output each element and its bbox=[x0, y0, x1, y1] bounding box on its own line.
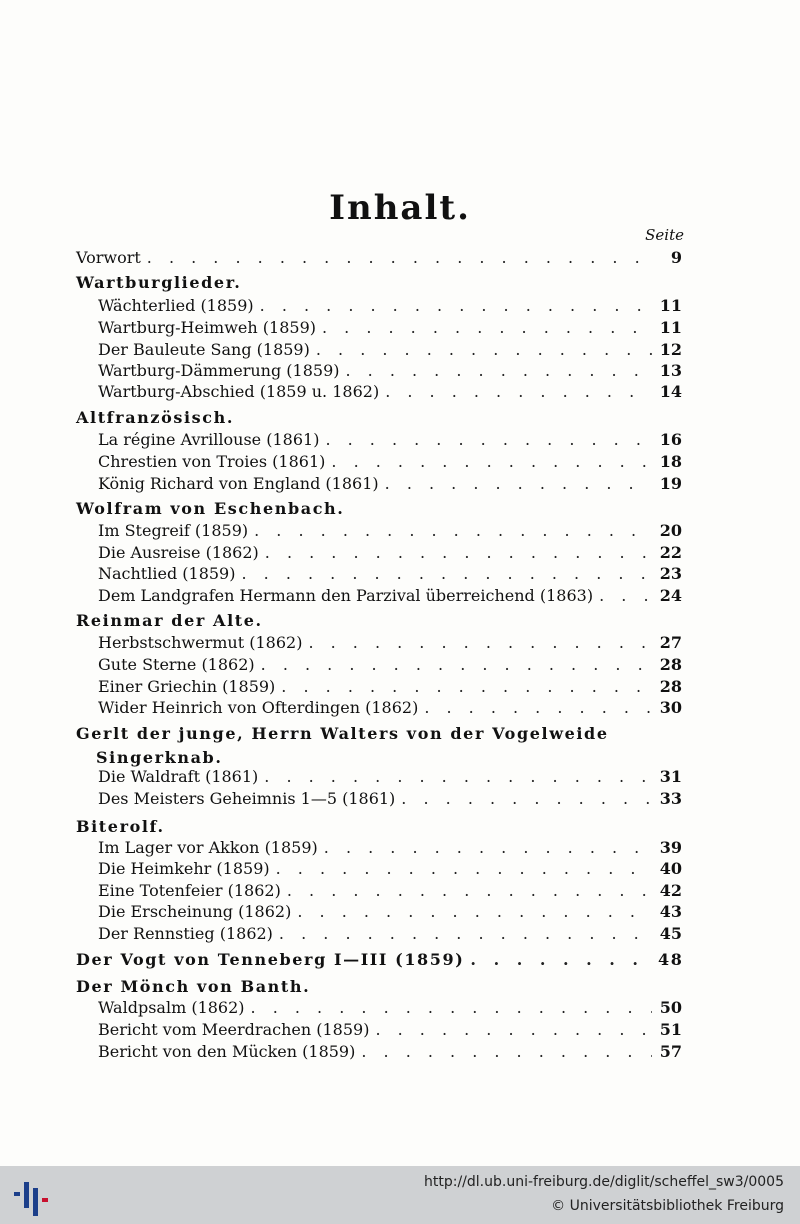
dot-leader bbox=[385, 382, 652, 401]
toc-section-heading bbox=[76, 499, 682, 521]
toc-page-number: 57 bbox=[659, 1042, 682, 1061]
dot-leader bbox=[322, 318, 652, 337]
dot-leader bbox=[345, 361, 652, 380]
toc-entry-title: Biterolf. bbox=[76, 817, 165, 836]
toc-page-number: 50 bbox=[659, 998, 682, 1017]
toc-page-number: 51 bbox=[659, 1020, 682, 1039]
toc-page-number: 45 bbox=[659, 924, 682, 943]
toc-entry-title: Wartburg-Dämmerung (1859) bbox=[98, 361, 340, 380]
toc-page-number: 18 bbox=[659, 452, 682, 471]
footer-bar bbox=[0, 1166, 800, 1224]
toc-entry-title: Wartburglieder. bbox=[76, 273, 242, 292]
toc-entry bbox=[98, 318, 682, 340]
toc-section-heading bbox=[76, 611, 682, 633]
toc-entry-title: Eine Totenfeier (1862) bbox=[98, 881, 281, 900]
toc-entry-title: Des Meisters Geheimnis 1—5 (1861) bbox=[98, 789, 396, 808]
toc-entry-title: Wächterlied (1859) bbox=[98, 296, 254, 315]
source-url[interactable]: http://dl.ub.uni-freiburg.de/diglit/scheffel_sw3/0005 bbox=[424, 1174, 784, 1190]
dot-leader bbox=[254, 521, 652, 540]
toc-page-number: 12 bbox=[659, 340, 682, 359]
toc-entry-title: La régine Avrillouse (1861) bbox=[98, 430, 320, 449]
toc-section-heading bbox=[76, 950, 682, 972]
dot-leader bbox=[325, 430, 652, 449]
dot-leader bbox=[281, 677, 652, 696]
toc-entry bbox=[98, 543, 682, 565]
toc-entry-continuation: Singerknab. bbox=[96, 748, 223, 767]
toc-entry-title: Wartburg-Abschied (1859 u. 1862) bbox=[98, 382, 380, 401]
toc-page-number: 27 bbox=[659, 633, 682, 652]
dot-leader bbox=[251, 998, 652, 1017]
toc-page-number: 24 bbox=[659, 586, 682, 605]
toc-page-number: 16 bbox=[659, 430, 682, 449]
dot-leader bbox=[264, 767, 652, 786]
toc-entry bbox=[98, 698, 682, 720]
dot-leader bbox=[375, 1020, 652, 1039]
toc-page-number: 31 bbox=[659, 767, 682, 786]
dot-leader bbox=[331, 452, 652, 471]
toc-page-number: 22 bbox=[659, 543, 682, 562]
toc-entry bbox=[76, 248, 682, 270]
toc-page-number: 11 bbox=[659, 296, 682, 315]
toc-entry-title: Bericht von den Mücken (1859) bbox=[98, 1042, 356, 1061]
toc-entry bbox=[98, 998, 682, 1020]
toc-entry bbox=[98, 521, 682, 543]
toc-entry-title: Die Heimkehr (1859) bbox=[98, 859, 270, 878]
toc-entry-title: Waldpsalm (1862) bbox=[98, 998, 245, 1017]
toc-entry-title: Wolfram von Eschenbach. bbox=[76, 499, 345, 518]
toc-entry bbox=[98, 474, 682, 496]
toc-entry bbox=[98, 564, 682, 586]
toc-entry bbox=[98, 1042, 682, 1064]
dot-leader bbox=[297, 902, 652, 921]
page-title: Inhalt. bbox=[329, 188, 471, 228]
dot-leader bbox=[316, 340, 652, 359]
toc-entry-title: Im Lager vor Akkon (1859) bbox=[98, 838, 318, 857]
toc-page-number: 43 bbox=[659, 902, 682, 921]
dot-leader bbox=[424, 698, 652, 717]
dot-leader bbox=[324, 838, 652, 857]
dot-leader bbox=[260, 296, 652, 315]
toc-entry bbox=[98, 677, 682, 699]
toc-page-number: 9 bbox=[670, 248, 682, 267]
toc-entry-title: Altfranzösisch. bbox=[76, 408, 234, 427]
toc-page-number: 42 bbox=[659, 881, 682, 900]
dot-leader bbox=[265, 543, 652, 562]
dot-leader bbox=[308, 633, 652, 652]
toc-entry bbox=[98, 859, 682, 881]
toc-entry-title: Die Waldraft (1861) bbox=[98, 767, 259, 786]
toc-page-number: 48 bbox=[658, 950, 684, 969]
toc-entry-title: Herbstschwermut (1862) bbox=[98, 633, 303, 652]
toc-entry-title: König Richard von England (1861) bbox=[98, 474, 379, 493]
dot-leader bbox=[287, 881, 652, 900]
toc-entry bbox=[98, 655, 682, 677]
toc-section-heading bbox=[76, 724, 682, 746]
dot-leader bbox=[279, 924, 652, 943]
toc-page-number: 19 bbox=[659, 474, 682, 493]
toc-page-number: 13 bbox=[659, 361, 682, 380]
dot-leader bbox=[241, 564, 652, 583]
toc-section-heading bbox=[76, 817, 682, 839]
toc-entry-title: Im Stegreif (1859) bbox=[98, 521, 249, 540]
toc-entry-title: Wartburg-Heimweh (1859) bbox=[98, 318, 316, 337]
toc-entry bbox=[98, 382, 682, 404]
toc-entry-title: Wider Heinrich von Ofterdingen (1862) bbox=[98, 698, 419, 717]
toc-entry bbox=[98, 881, 682, 903]
dot-leader bbox=[361, 1042, 652, 1061]
toc-entry bbox=[98, 340, 682, 362]
toc-entry bbox=[98, 296, 682, 318]
toc-entry-title: Gute Sterne (1862) bbox=[98, 655, 255, 674]
copyright-notice: © Universitätsbibliothek Freiburg bbox=[551, 1198, 784, 1214]
toc-entry bbox=[98, 633, 682, 655]
toc-entry-title: Die Ausreise (1862) bbox=[98, 543, 259, 562]
toc-section-heading bbox=[76, 408, 682, 430]
toc-entry bbox=[98, 1020, 682, 1042]
toc-page-number: 39 bbox=[659, 838, 682, 857]
toc-page-number: 28 bbox=[659, 677, 682, 696]
toc-entry bbox=[98, 430, 682, 452]
dot-leader bbox=[276, 859, 652, 878]
toc-entry bbox=[98, 767, 682, 789]
toc-entry-title: Reinmar der Alte. bbox=[76, 611, 263, 630]
toc-entry bbox=[98, 789, 682, 811]
toc-entry-title: Chrestien von Troies (1861) bbox=[98, 452, 326, 471]
toc-page-number: 11 bbox=[659, 318, 682, 337]
dot-leader bbox=[599, 586, 652, 605]
toc-entry-title: Gerlt der junge, Herrn Walters von der Vogelweide bbox=[76, 724, 609, 743]
toc-page-number: 30 bbox=[659, 698, 682, 717]
toc-section-heading bbox=[76, 273, 682, 295]
toc-page-number: 40 bbox=[659, 859, 682, 878]
dot-leader bbox=[470, 950, 652, 969]
toc-entry-title: Vorwort bbox=[76, 248, 141, 267]
dot-leader bbox=[261, 655, 652, 674]
toc-entry bbox=[98, 361, 682, 383]
toc-page-number: 14 bbox=[659, 382, 682, 401]
toc-page-number: 28 bbox=[659, 655, 682, 674]
toc-entry-title: Einer Griechin (1859) bbox=[98, 677, 276, 696]
toc-entry-title: Der Bauleute Sang (1859) bbox=[98, 340, 310, 359]
page-column-label: Seite bbox=[645, 226, 684, 244]
toc-entry-title: Der Rennstieg (1862) bbox=[98, 924, 273, 943]
dot-leader bbox=[147, 248, 652, 267]
toc-entry bbox=[98, 924, 682, 946]
toc-entry bbox=[98, 902, 682, 924]
dot-leader bbox=[385, 474, 652, 493]
toc-entry-title: Der Vogt von Tenneberg I—III (1859) bbox=[76, 950, 465, 969]
toc-entry-title: Die Erscheinung (1862) bbox=[98, 902, 292, 921]
toc-section-heading bbox=[76, 977, 682, 999]
toc-entry bbox=[98, 586, 682, 608]
toc-page-number: 23 bbox=[659, 564, 682, 583]
dot-leader bbox=[401, 789, 652, 808]
toc-page-number: 20 bbox=[659, 521, 682, 540]
toc-entry-title: Dem Landgrafen Hermann den Parzival überreichend (1863) bbox=[98, 586, 594, 605]
toc-page-number: 33 bbox=[659, 789, 682, 808]
toc-entry-title: Bericht vom Meerdrachen (1859) bbox=[98, 1020, 370, 1039]
library-logo-icon bbox=[12, 1176, 52, 1216]
toc-entry bbox=[98, 452, 682, 474]
toc-entry-title: Der Mönch von Banth. bbox=[76, 977, 311, 996]
toc-entry-title: Nachtlied (1859) bbox=[98, 564, 236, 583]
toc-entry bbox=[98, 838, 682, 860]
